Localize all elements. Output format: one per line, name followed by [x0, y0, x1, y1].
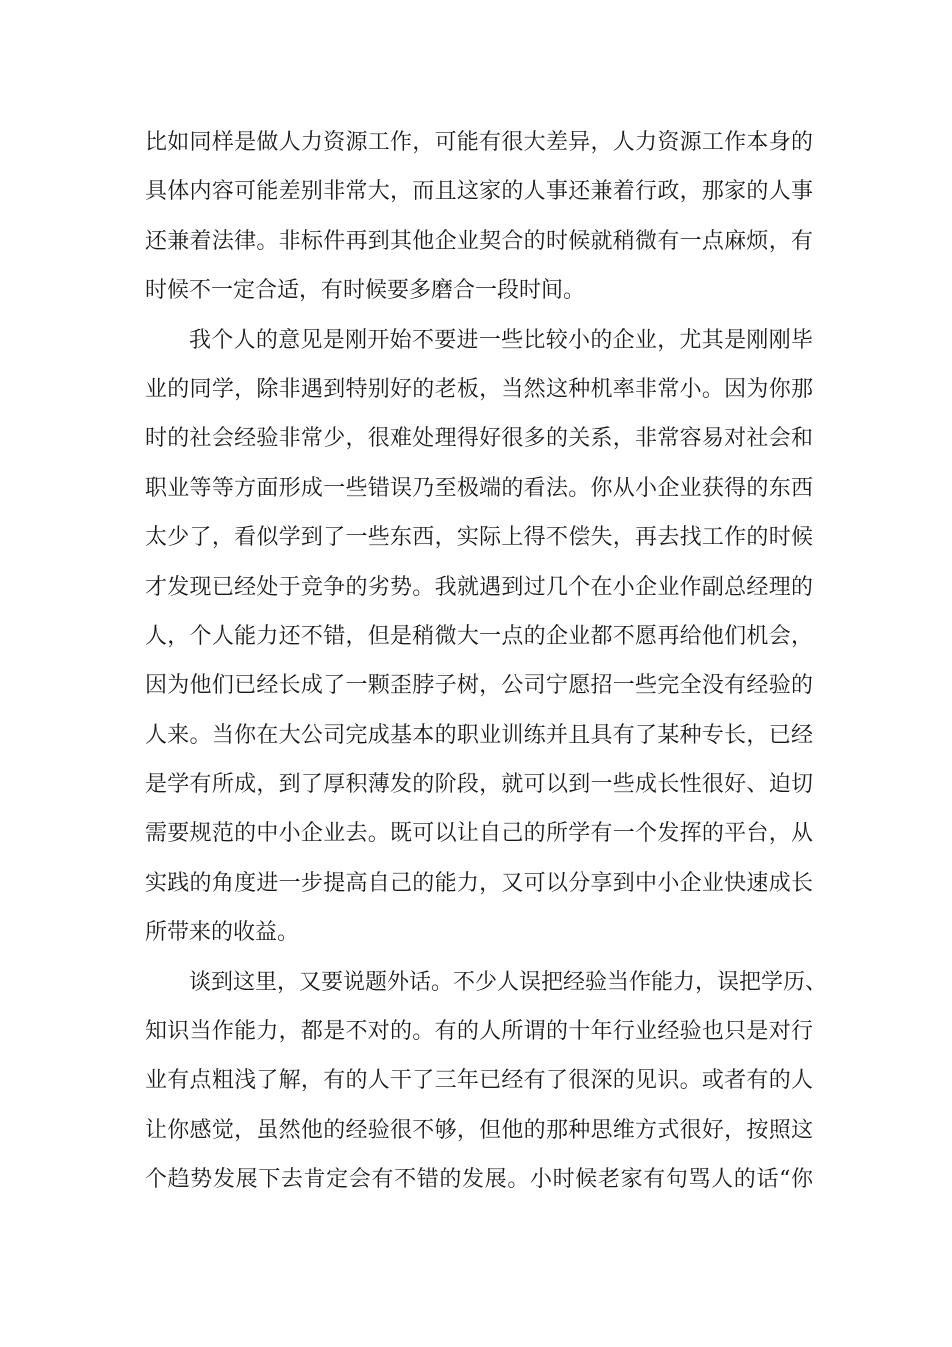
- body-text: [145, 118, 828, 1205]
- text-line-content: 因为他们已经长成了一颗歪脖子树，公司宁愿招一些完全没有经验的: [145, 673, 813, 699]
- text-line-content: 具体内容可能差别非常大，而且这家的人事还兼着行政，那家的人事: [145, 179, 813, 205]
- text-line-content: 个趋势发展下去肯定会有不错的发展。小时候老家有句骂人的话“你: [145, 1167, 813, 1193]
- text-line-content: 所带来的收益。: [145, 920, 300, 946]
- text-line-content: 知识当作能力，都是不对的。有的人所谓的十年行业经验也只是对行: [145, 1019, 813, 1045]
- text-line: [145, 118, 813, 167]
- text-line: [145, 217, 813, 266]
- text-line-content: 我个人的意见是刚开始不要进一些比较小的企业，尤其是刚刚毕: [189, 327, 813, 353]
- text-line: [145, 513, 813, 562]
- text-line: [145, 563, 813, 612]
- text-line: [145, 859, 813, 908]
- text-line: [145, 711, 813, 760]
- text-line: [145, 464, 813, 513]
- text-line-content: 实践的角度进一步提高自己的能力，又可以分享到中小企业快速成长: [145, 870, 813, 896]
- text-line-content: 时的社会经验非常少，很难处理得好很多的关系，非常容易对社会和: [145, 426, 813, 452]
- text-line-content: 需要规范的中小企业去。既可以让自己的所学有一个发挥的平台，从: [145, 821, 813, 847]
- text-line: [145, 1106, 813, 1155]
- text-line: [145, 612, 813, 661]
- text-line: [145, 316, 813, 365]
- text-line: [145, 1155, 813, 1204]
- text-line-content: 业有点粗浅了解，有的人干了三年已经有了很深的见识。或者有的人: [145, 1068, 813, 1094]
- text-line-content: 人来。当你在大公司完成基本的职业训练并且具有了某种专长，已经: [145, 722, 813, 748]
- text-line: [145, 167, 813, 216]
- text-line-content: 比如同样是做人力资源工作，可能有很大差异，人力资源工作本身的: [145, 130, 813, 155]
- text-line: [145, 908, 813, 957]
- text-line-content: 职业等等方面形成一些错误乃至极端的看法。你从小企业获得的东西: [145, 475, 813, 501]
- text-line-content: 谈到这里，又要说题外话。不少人误把经验当作能力，误把学历、: [189, 969, 828, 995]
- text-line: [145, 809, 813, 858]
- text-line-content: 业的同学，除非遇到特别好的老板，当然这种机率非常小。因为你那: [145, 376, 813, 402]
- text-line: [145, 365, 813, 414]
- text-line-content: 太少了，看似学到了一些东西，实际上得不偿失，再去找工作的时候: [145, 525, 813, 551]
- text-line: [145, 266, 813, 315]
- text-line-content: 还兼着法律。非标件再到其他企业契合的时候就稍微有一点麻烦，有: [145, 228, 813, 254]
- text-line-content: 让你感觉，虽然他的经验很不够，但他的那种思维方式很好，按照这: [145, 1117, 813, 1143]
- text-line-content: 人，个人能力还不错，但是稍微大一点的企业都不愿再给他们机会，: [145, 623, 813, 649]
- text-line-content: 时候不一定合适，有时候要多磨合一段时间。: [145, 278, 586, 304]
- text-line: [145, 414, 813, 463]
- text-line: [145, 661, 813, 710]
- text-line-content: 才发现已经处于竞争的劣势。我就遇到过几个在小企业作副总经理的: [145, 574, 813, 600]
- text-line-content: 是学有所成，到了厚积薄发的阶段，就可以到一些成长性很好、迫切: [145, 772, 813, 798]
- text-line: [145, 760, 813, 809]
- text-line: [145, 1056, 813, 1105]
- text-line: [145, 958, 828, 1007]
- text-line: [145, 1007, 813, 1056]
